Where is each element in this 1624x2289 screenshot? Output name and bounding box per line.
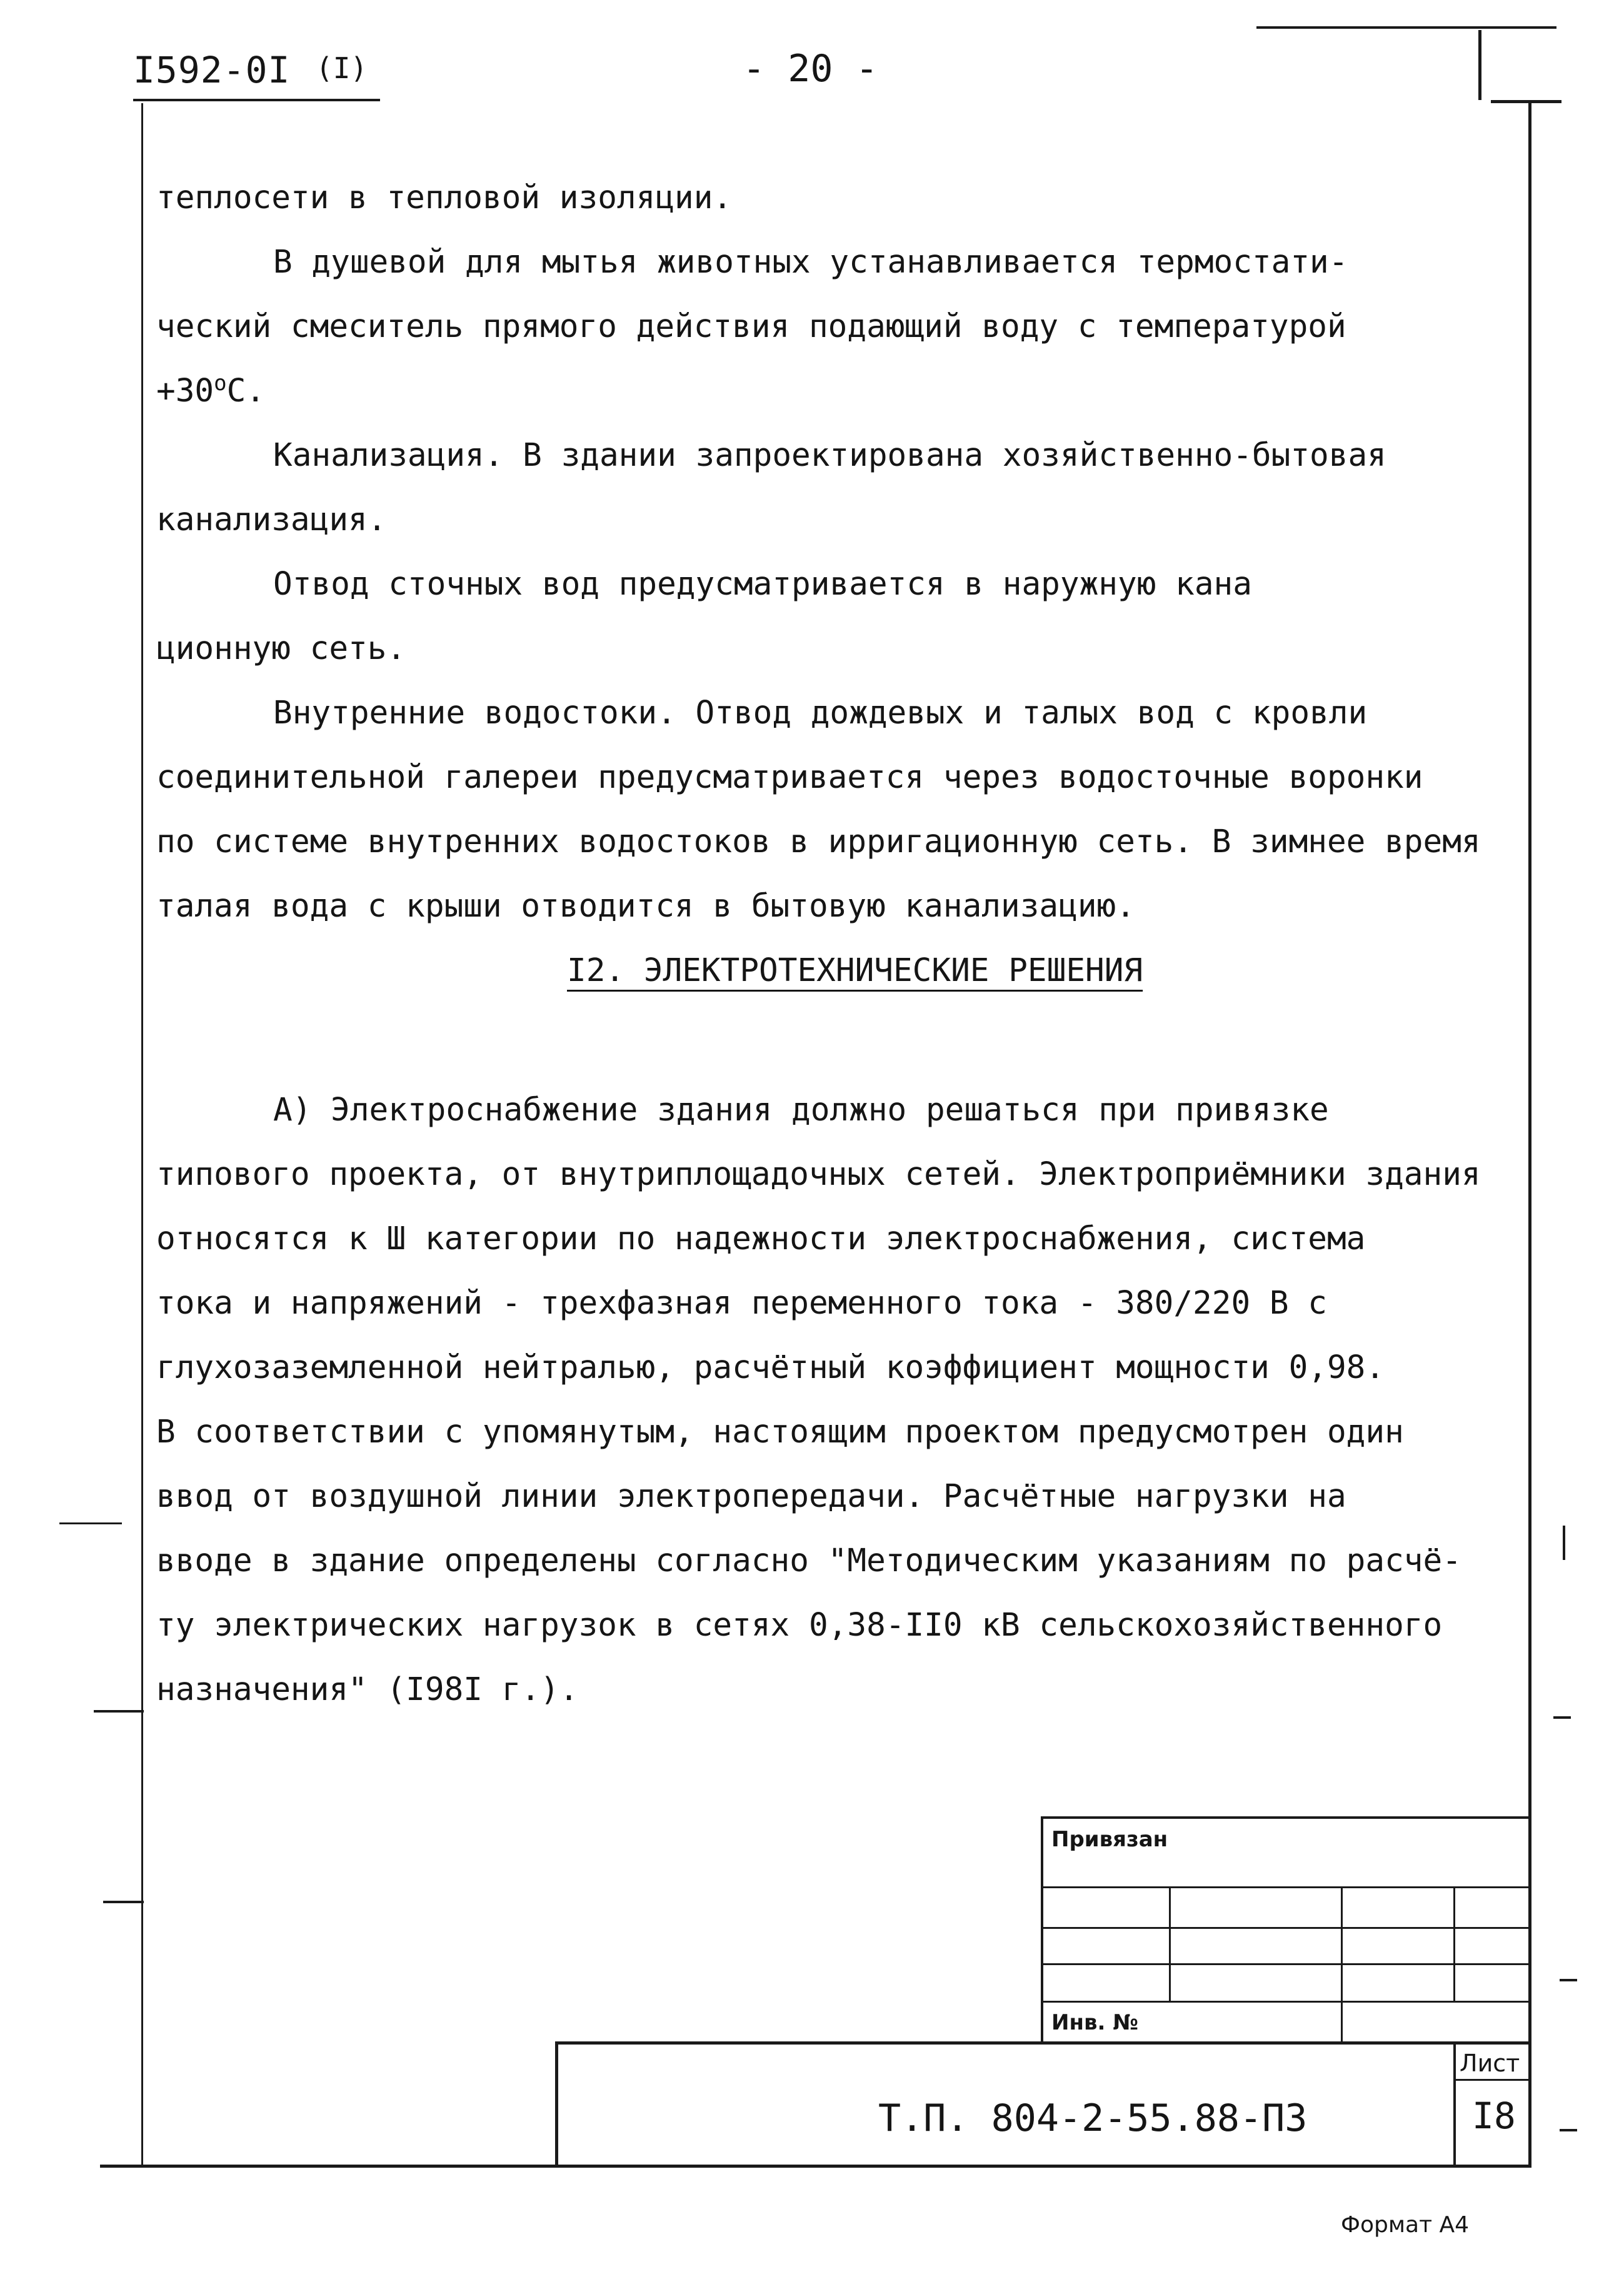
body-line: теплосети в тепловой изоляции. (156, 179, 733, 216)
stamp-col-line-3 (1453, 1886, 1455, 2002)
stamp-row-line-3 (1041, 1963, 1528, 1965)
section-spacer (156, 1003, 1519, 1078)
frame-top-right-line (1491, 100, 1561, 103)
right-tick-mark-1 (1563, 1526, 1565, 1560)
body-line: назначения" (I98I г.). (156, 1671, 579, 1708)
body-line: Внутренние водостоки. Отвод дождевых и талых вод с кровли (273, 695, 1368, 732)
body-line: Отвод сточных вод предусматривается в наружную кана (273, 566, 1252, 603)
stamp-col-line-1 (1169, 1886, 1171, 2002)
inventory-number-label: Инв. № (1051, 2010, 1139, 2035)
stamp-row-line-1 (1041, 1886, 1528, 1888)
stamp-row-line-2 (1041, 1927, 1528, 1929)
top-right-stub-line (1256, 26, 1556, 29)
body-line: В душевой для мытья животных устанавливается термостати- (273, 244, 1348, 281)
body-line: А) Электроснабжение здания должно решаться при привязке (273, 1092, 1329, 1129)
stamp-row-line-4 (1041, 2001, 1528, 2003)
stamp-col-line-2 (1341, 1886, 1343, 2045)
document-number: I592-0I (133, 49, 291, 91)
paper-format-label: Формат А4 (1341, 2212, 1470, 2238)
right-tick-mark-4 (1560, 2129, 1577, 2131)
right-tick-mark-3 (1560, 1979, 1577, 1981)
linked-label: Привязан (1051, 1827, 1168, 1852)
body-line: относятся к Ш категории по надежности электроснабжения, система (156, 1220, 1366, 1257)
right-top-outer-edge (1478, 30, 1481, 100)
frame-left-border (141, 103, 143, 2166)
page-number: - 20 - (743, 47, 878, 91)
body-line: В соответствии с упомянутым, настоящим проектом предусмотрен один (156, 1414, 1404, 1451)
document-body (156, 166, 1519, 1722)
document-part: (I) (316, 51, 368, 85)
left-tick-mark-1 (59, 1522, 122, 1524)
body-line: канализация. (156, 501, 387, 538)
body-line: типового проекта, от внутриплощадочных сетей. Электроприёмники здания (156, 1156, 1481, 1193)
body-line: ческий смеситель прямого действия подающий воду с температурой (156, 308, 1346, 345)
body-line: Канализация. В здании запроектирована хозяйственно-бытовая (273, 437, 1386, 474)
sheet-number: I8 (1472, 2095, 1516, 2137)
right-tick-mark-2 (1553, 1716, 1571, 1719)
body-line: ту электрических нагрузок в сетях 0,38-II0 кВ сельскохозяйственного (156, 1607, 1443, 1644)
section-heading: I2. ЭЛЕКТРОТЕХНИЧЕСКИЕ РЕШЕНИЯ (567, 952, 1143, 989)
sheet-label: Лист (1460, 2050, 1520, 2077)
frame-right-border (1528, 100, 1531, 2166)
left-tick-mark-2 (94, 1710, 144, 1713)
body-line: ввод от воздушной линии электропередачи. Расчётные нагрузки на (156, 1478, 1346, 1515)
body-line: вводе в здание определены согласно "Методическим указаниям по расчё- (156, 1542, 1461, 1579)
body-line: талая вода с крыши отводится в бытовую канализацию. (156, 888, 1135, 925)
sheet-cell-left-line (1453, 2041, 1456, 2166)
left-tick-mark-3 (103, 1901, 144, 1903)
document-designation: Т.П. 804-2-55.88-ПЗ (878, 2096, 1308, 2140)
document-number-underline (133, 99, 380, 101)
body-line: тока и напряжений - трехфазная переменного тока - 380/220 В с (156, 1285, 1327, 1322)
body-line: по системе внутренних водостоков в ирригационную сеть. В зимнее время (156, 823, 1481, 860)
body-line: ционную сеть. (156, 630, 406, 667)
sheet-label-underline (1453, 2079, 1528, 2081)
body-line: глухозаземленной нейтралью, расчётный коэффициент мощности 0,98. (156, 1349, 1385, 1386)
body-line-temperature: $+30^оС$. (156, 371, 266, 410)
body-line: соединительной галереи предусматривается через водосточные воронки (156, 759, 1423, 796)
